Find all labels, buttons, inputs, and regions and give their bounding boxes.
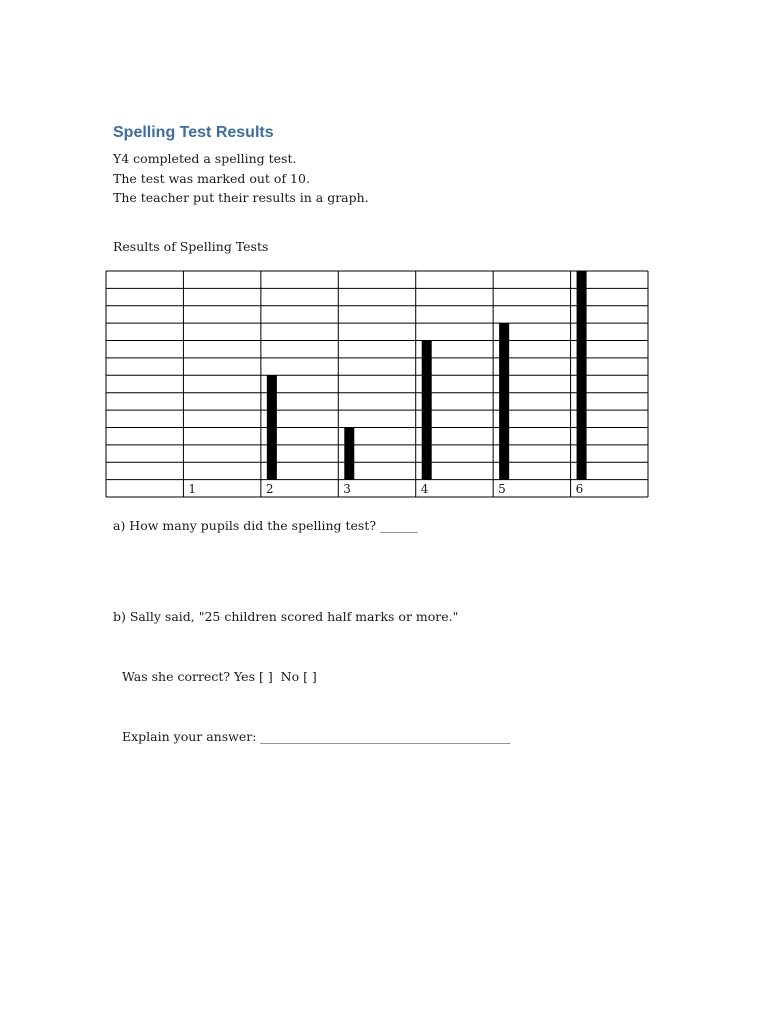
question-b	[113, 567, 510, 767]
category-label-5: 5	[498, 482, 506, 496]
bar-2	[267, 375, 277, 479]
category-label-2: 2	[265, 482, 274, 496]
bar-6	[577, 271, 587, 480]
bar-5	[499, 323, 509, 479]
question-b-yes-no: Was she correct? Yes [ ] No [ ]	[122, 669, 317, 684]
question-b-statement: b) Sally said, "25 children scored half marks or more."	[113, 609, 459, 624]
intro-line: The teacher put their results in a graph.	[113, 190, 369, 205]
category-label-3: 3	[343, 482, 351, 496]
bar-3	[344, 427, 354, 479]
intro-line: The test was marked out of 10.	[113, 170, 310, 186]
intro-line: Y4 completed a spelling test.	[113, 151, 297, 166]
question-b-explain: Explain your answer: ________________________________________	[122, 729, 511, 744]
bar-4	[422, 341, 432, 480]
chart-title: Results of Spelling Tests	[113, 239, 269, 254]
category-label-4: 4	[420, 482, 429, 496]
category-label-6: 6	[575, 482, 584, 496]
question-a: a) How many pupils did the spelling test? ______	[113, 518, 418, 533]
page-title: Spelling Test Results	[113, 124, 274, 141]
category-label-1: 1	[188, 482, 197, 496]
